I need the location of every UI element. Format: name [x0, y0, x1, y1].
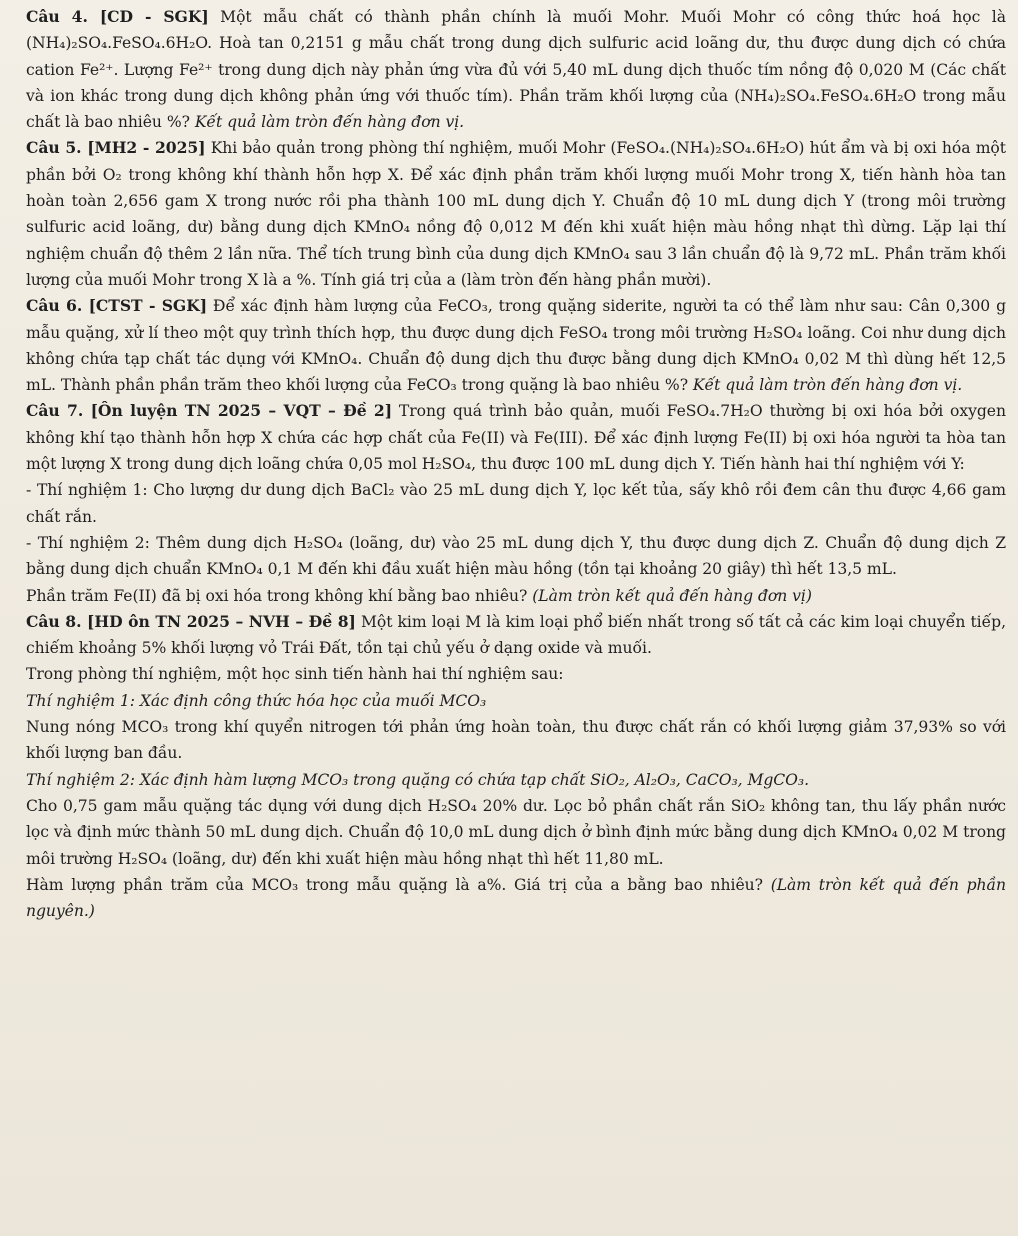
question-6-label: Câu 6. [CTST - SGK] — [26, 296, 208, 316]
question-8-experiment-2-title — [26, 767, 1006, 793]
question-7-prompt-text: Phần trăm Fe(II) đã bị oxi hóa trong không khí bằng bao nhiêu? — [26, 586, 528, 605]
question-4 — [26, 4, 1006, 135]
question-8 — [26, 609, 1006, 662]
question-7-experiment-2 — [26, 530, 1006, 583]
experiment-2-title: Thí nghiệm 2: Xác định hàm lượng MCO₃ trong quặng có chứa tạp chất SiO₂, Al₂O₃, CaCO₃, MgCO₃. — [26, 770, 810, 789]
question-7-experiment-1 — [26, 477, 1006, 530]
experiment-2-text: - Thí nghiệm 2: Thêm dung dịch H₂SO₄ (loãng, dư) vào 25 mL dung dịch Y, thu được dung dịch Z. Chuẩn độ dung dịch Z bằng dung dịch chuẩn KMnO₄ 0,1 M đến khi đầu xuất hiện màu hồng (tồn tại khoảng 20 giây) thì hết 13,5 mL. — [26, 533, 1006, 579]
question-8-intro — [26, 661, 1006, 687]
question-7-label: Câu 7. [Ôn luyện TN 2025 – VQT – Đề 2] — [26, 401, 393, 421]
question-8-experiment-1-body — [26, 714, 1006, 767]
question-8-experiment-2-body — [26, 793, 1006, 872]
question-5-body: Khi bảo quản trong phòng thí nghiệm, muối Mohr (FeSO₄.(NH₄)₂SO₄.6H₂O) hút ẩm và bị oxi hóa một phần bởi O₂ trong không khí thành hỗn hợp X. Để xác định phần trăm khối lượng muối Mohr trong X, tiến hành hòa tan hoàn toàn 2,656 gam X trong nước rồi pha thành 100 mL dung dịch Y. Chuẩn độ 10 mL dung dịch Y (trong môi trường sulfuric acid loãng, dư) bằng dung dịch KMnO₄ nồng độ 0,012 M đến khi xuất hiện màu hồng nhạt thì dừng. Lặp lại thí nghiệm chuẩn độ thêm 2 lần nữa. Thể tích trung bình của dung dịch KMnO₄ sau 3 lần chuẩn độ là 9,72 mL. Phần trăm khối lượng của muối Mohr trong X là a %. Tính giá trị của a (làm tròn đến hàng phần mười). — [26, 139, 1006, 289]
question-7-prompt — [26, 583, 1006, 609]
experiment-1-title: Thí nghiệm 1: Xác định công thức hóa học của muối MCO₃ — [26, 691, 487, 710]
experiment-1-text: - Thí nghiệm 1: Cho lượng dư dung dịch BaCl₂ vào 25 mL dung dịch Y, lọc kết tủa, sấy khô rồi đem cân thu được 4,66 gam chất rắn. — [26, 481, 1006, 526]
question-8-experiment-1-title — [26, 688, 1006, 714]
question-4-label: Câu 4. [CD - SGK] — [26, 7, 209, 26]
question-8-prompt-text: Hàm lượng phần trăm của MCO₃ trong mẫu quặng là a%. Giá trị của a bằng bao nhiêu? — [26, 875, 763, 894]
question-4-body: Một mẫu chất có thành phần chính là muối Mohr. Muối Mohr có công thức hoá học là (NH₄)₂SO₄.FeSO₄.6H₂O. Hoà tan 0,2151 g mẫu chất trong dung dịch sulfuric acid loãng dư, thu được dung dịch có chứa cation Fe²⁺. Lượng Fe²⁺ trong dung dịch này phản ứng vừa đủ với 5,40 mL dung dịch thuốc tím nồng độ 0,020 M (Các chất và ion khác trong dung dịch không phản ứng với thuốc tím). Phần trăm khối lượng của (NH₄)₂SO₄.FeSO₄.6H₂O trong mẫu chất là bao nhiêu %? — [26, 8, 1006, 132]
question-8-prompt — [26, 872, 1006, 925]
question-5 — [26, 135, 1006, 293]
question-8-label: Câu 8. [HD ôn TN 2025 – NVH – Đề 8] — [26, 611, 356, 631]
experiment-2-body: Cho 0,75 gam mẫu quặng tác dụng với dung dịch H₂SO₄ 20% dư. Lọc bỏ phần chất rắn SiO₂ không tan, thu lấy phần nước lọc và định mức thành 50 mL dung dịch. Chuẩn độ 10,0 mL dung dịch ở bình định mức bằng dung dịch KMnO₄ 0,02 M trong môi trường H₂SO₄ (loãng, dư) đến khi xuất hiện màu hồng nhạt thì hết 11,80 mL. — [26, 796, 1006, 868]
question-6-rounding-note: Kết quả làm tròn đến hàng đơn vị. — [688, 376, 963, 395]
question-8-intro-text: Trong phòng thí nghiệm, một học sinh tiến hành hai thí nghiệm sau: — [26, 665, 564, 684]
question-5-label: Câu 5. [MH2 - 2025] — [26, 138, 206, 158]
question-6 — [26, 293, 1006, 398]
question-4-rounding-note: Kết quả làm tròn đến hàng đơn vị. — [189, 113, 465, 132]
question-7-rounding-note: (Làm tròn kết quả đến hàng đơn vị) — [527, 586, 812, 605]
experiment-1-body: Nung nóng MCO₃ trong khí quyển nitrogen tới phản ứng hoàn toàn, thu được chất rắn có khối lượng giảm 37,93% so với khối lượng ban đầu. — [26, 718, 1006, 763]
question-7-body: Trong quá trình bảo quản, muối FeSO₄.7H₂O thường bị oxi hóa bởi oxygen không khí tạo thành hỗn hợp X chứa các hợp chất của Fe(II) và Fe(III). Để xác định lượng Fe(II) bị oxi hóa người ta hòa tan một lượng X trong dung dịch loãng chứa 0,05 mol H₂SO₄, thu được 100 mL dung dịch Y. Tiến hành hai thí nghiệm với Y: — [26, 402, 1006, 474]
question-6-body: Để xác định hàm lượng của FeCO₃, trong quặng siderite, người ta có thể làm như sau: Cân 0,300 g mẫu quặng, xử lí theo một quy trình thích hợp, thu được dung dịch FeSO₄ trong môi trường H₂SO₄ loãng. Coi như dung dịch không chứa tạp chất tác dụng với KMnO₄. Chuẩn độ dung dịch thu được bằng dung dịch KMnO₄ 0,02 M thì dùng hết 12,5 mL. Thành phần phần trăm theo khối lượng của FeCO₃ trong quặng là bao nhiêu %? — [26, 297, 1006, 395]
question-8-body: Một kim loại M là kim loại phổ biến nhất trong số tất cả các kim loại chuyển tiếp, chiếm khoảng 5% khối lượng vỏ Trái Đất, tồn tại chủ yếu ở dạng oxide và muối. — [26, 612, 1006, 658]
question-8-rounding-note: (Làm tròn kết quả đến phần nguyên.) — [26, 875, 1006, 921]
question-7 — [26, 398, 1006, 477]
